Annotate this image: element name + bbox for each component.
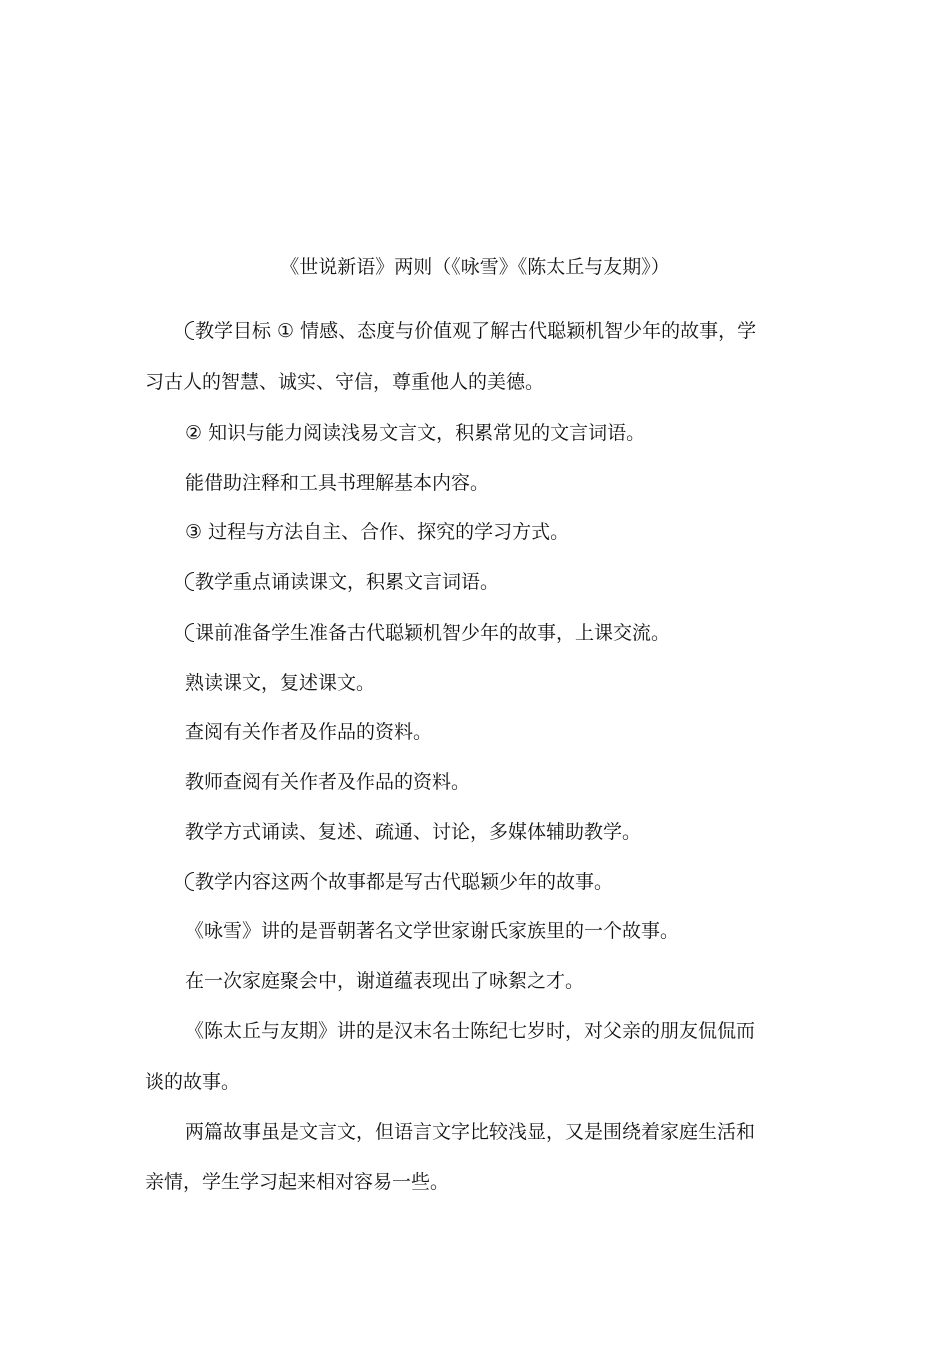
paragraph-line: 亲情，学生学习起来相对容易一些。 bbox=[145, 1171, 450, 1193]
paragraph-line: 《陈太丘与友期》讲的是汉末名士陈纪七岁时，对父亲的朋友侃侃而 bbox=[185, 1020, 756, 1042]
line-text: 教学重点诵读课文，积累文言词语。 bbox=[195, 571, 500, 593]
paragraph-line-keypoints bbox=[185, 569, 499, 595]
paragraph-line: 谈的故事。 bbox=[145, 1071, 241, 1093]
bullet-icon bbox=[185, 572, 194, 591]
paragraph-line: 教学方式诵读、复述、疏通、讨论，多媒体辅助教学。 bbox=[185, 821, 642, 843]
line-text: 教学内容这两个故事都是写古代聪颖少年的故事。 bbox=[195, 871, 614, 893]
paragraph-line: 在一次家庭聚会中，谢道蕴表现出了咏絮之才。 bbox=[185, 970, 585, 992]
paragraph-line: 《咏雪》讲的是晋朝著名文学世家谢氏家族里的一个故事。 bbox=[185, 920, 680, 942]
paragraph-line: 查阅有关作者及作品的资料。 bbox=[185, 721, 433, 743]
paragraph-line: 教师查阅有关作者及作品的资料。 bbox=[185, 771, 471, 793]
line-text: 课前准备学生准备古代聪颖机智少年的故事，上课交流。 bbox=[195, 622, 671, 644]
paragraph-line: ③ 过程与方法自主、合作、探究的学习方式。 bbox=[185, 521, 570, 543]
paragraph-line: 熟读课文，复述课文。 bbox=[185, 672, 376, 694]
bullet-icon bbox=[185, 321, 194, 340]
paragraph-line: 两篇故事虽是文言文，但语言文字比较浅显，又是围绕着家庭生活和 bbox=[185, 1121, 756, 1143]
paragraph-line: 能借助注释和工具书理解基本内容。 bbox=[185, 472, 490, 494]
paragraph-line-content bbox=[185, 869, 613, 895]
paragraph-line: ② 知识与能力阅读浅易文言文，积累常见的文言词语。 bbox=[185, 422, 646, 444]
line-text: 教学目标 ① 情感、态度与价值观了解古代聪颖机智少年的故事，学 bbox=[195, 320, 757, 342]
paragraph-line: 习古人的智慧、诚实、守信，尊重他人的美德。 bbox=[145, 371, 545, 393]
document-title: 《世说新语》两则（《咏雪》《陈太丘与友期》） bbox=[280, 256, 670, 278]
paragraph-line-goals bbox=[185, 318, 756, 344]
bullet-icon bbox=[185, 872, 194, 891]
paragraph-line-preparation bbox=[185, 620, 670, 646]
bullet-icon bbox=[185, 623, 194, 642]
